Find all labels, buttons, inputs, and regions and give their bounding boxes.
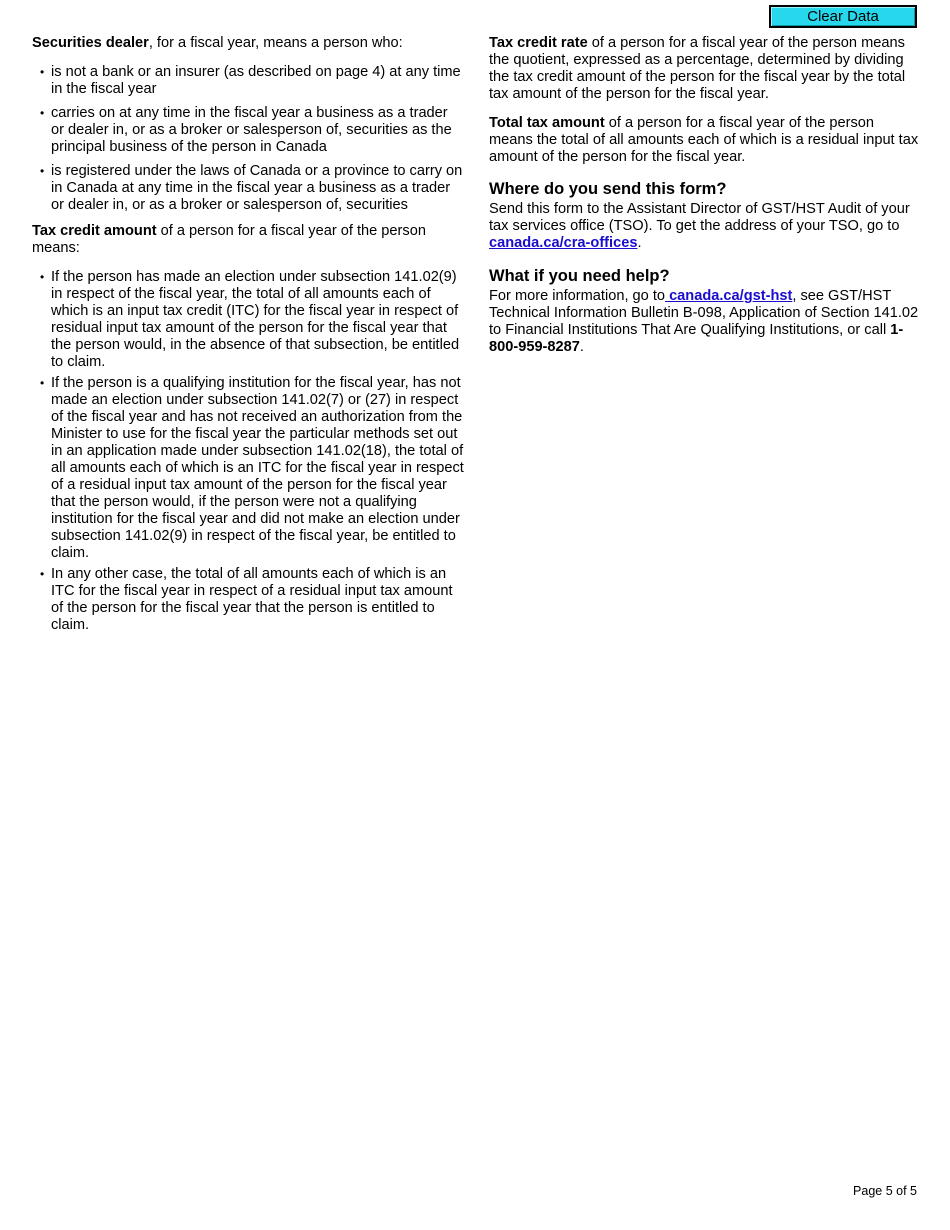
- where-send-after: .: [637, 235, 642, 251]
- total-tax-amount-definition: [489, 115, 921, 166]
- tax-credit-amount-term: Tax credit amount: [32, 223, 157, 239]
- left-column: [32, 35, 464, 634]
- tax-credit-rate-term: Tax credit rate: [489, 35, 588, 51]
- where-send-text: [489, 201, 921, 252]
- tax-credit-amount-intro: of a person for a fiscal year of the person means:: [32, 223, 426, 256]
- help-heading: What if you need help?: [489, 267, 670, 285]
- securities-dealer-term: Securities dealer: [32, 35, 149, 51]
- tax-credit-rate-text: of a person for a fiscal year of the person means the quotient, expressed as a percentage, determined by dividing the tax credit amount of the person for the fiscal year by the total tax amount of the person for the fiscal year.: [489, 35, 906, 102]
- list-item: • If the person has made an election under subsection 141.02(9) in respect of the fiscal year, the total of all amounts each of which is an input tax credit (ITC) for the fiscal year in respect of residual input tax amount of the person for the fiscal year that the person would, in the absence of that subsection, be entitled to claim.: [32, 269, 464, 371]
- total-tax-amount-text: of a person for a fiscal year of the person means the total of all amounts each of which is a residual input tax amount of the person for the fiscal year.: [489, 115, 919, 165]
- securities-dealer-intro: , for a fiscal year, means a person who:: [148, 35, 403, 51]
- list-item: • If the person is a qualifying institution for the fiscal year, has not made an election under subsection 141.02(7) or (27) in respect of the fiscal year and has not received an authorization from the Minister to use for the fiscal year the particular methods set out in an application made under subsection 141.02(18), the total of all amounts each of which is an ITC for the fiscal year in respect of a residual input tax amount of the person for the fiscal year that the person would, if the person were not a qualifying institution for the fiscal year and did not make an election under subsection 141.02(9) in respect of the fiscal year, be entitled to claim.: [32, 375, 464, 562]
- list-item: • is not a bank or an insurer (as described on page 4) at any time in the fiscal year: [32, 64, 464, 98]
- help-after: .: [579, 339, 584, 355]
- help-text-before: For more information, go to: [489, 288, 666, 304]
- page-number: Page 5 of 5: [853, 1184, 917, 1198]
- help-text-middle: , see GST/HST Technical Information Bulletin B-098, Application of Section 141.02 to Financial Institutions That Are Qualifying Institutions, or call: [489, 288, 919, 338]
- tax-credit-amount-list: [32, 269, 464, 634]
- securities-dealer-definition: [32, 35, 464, 52]
- total-tax-amount-term: Total tax amount: [489, 115, 605, 131]
- list-item: • carries on at any time in the fiscal year a business as a trader or dealer in, or as a broker or salesperson of, securities as the principal business of the person in Canada: [32, 105, 464, 156]
- securities-dealer-list: [32, 64, 464, 214]
- clear-data-button[interactable]: Clear Data: [769, 5, 917, 28]
- right-column: [489, 35, 921, 356]
- tax-credit-amount-definition: [32, 223, 464, 257]
- list-item: • In any other case, the total of all amounts each of which is an ITC for the fiscal year in respect of a residual input tax amount of the person for the fiscal year that the person is entitled to claim.: [32, 566, 464, 634]
- tax-credit-rate-definition: [489, 35, 921, 103]
- where-send-body: Send this form to the Assistant Director of GST/HST Audit of your tax services office (TSO). To get the address of your TSO, go to: [489, 201, 910, 234]
- list-item: • is registered under the laws of Canada or a province to carry on in Canada at any time in the fiscal year a business as a trader or dealer in, or as a broker or salesperson of, securities: [32, 163, 464, 214]
- where-send-heading: Where do you send this form?: [489, 180, 727, 198]
- help-text: [489, 288, 921, 356]
- gst-hst-link[interactable]: canada.ca/gst-hst: [665, 288, 793, 304]
- help-phone: 1-800-959-8287: [489, 322, 904, 355]
- cra-offices-link[interactable]: canada.ca/cra-offices: [489, 235, 638, 251]
